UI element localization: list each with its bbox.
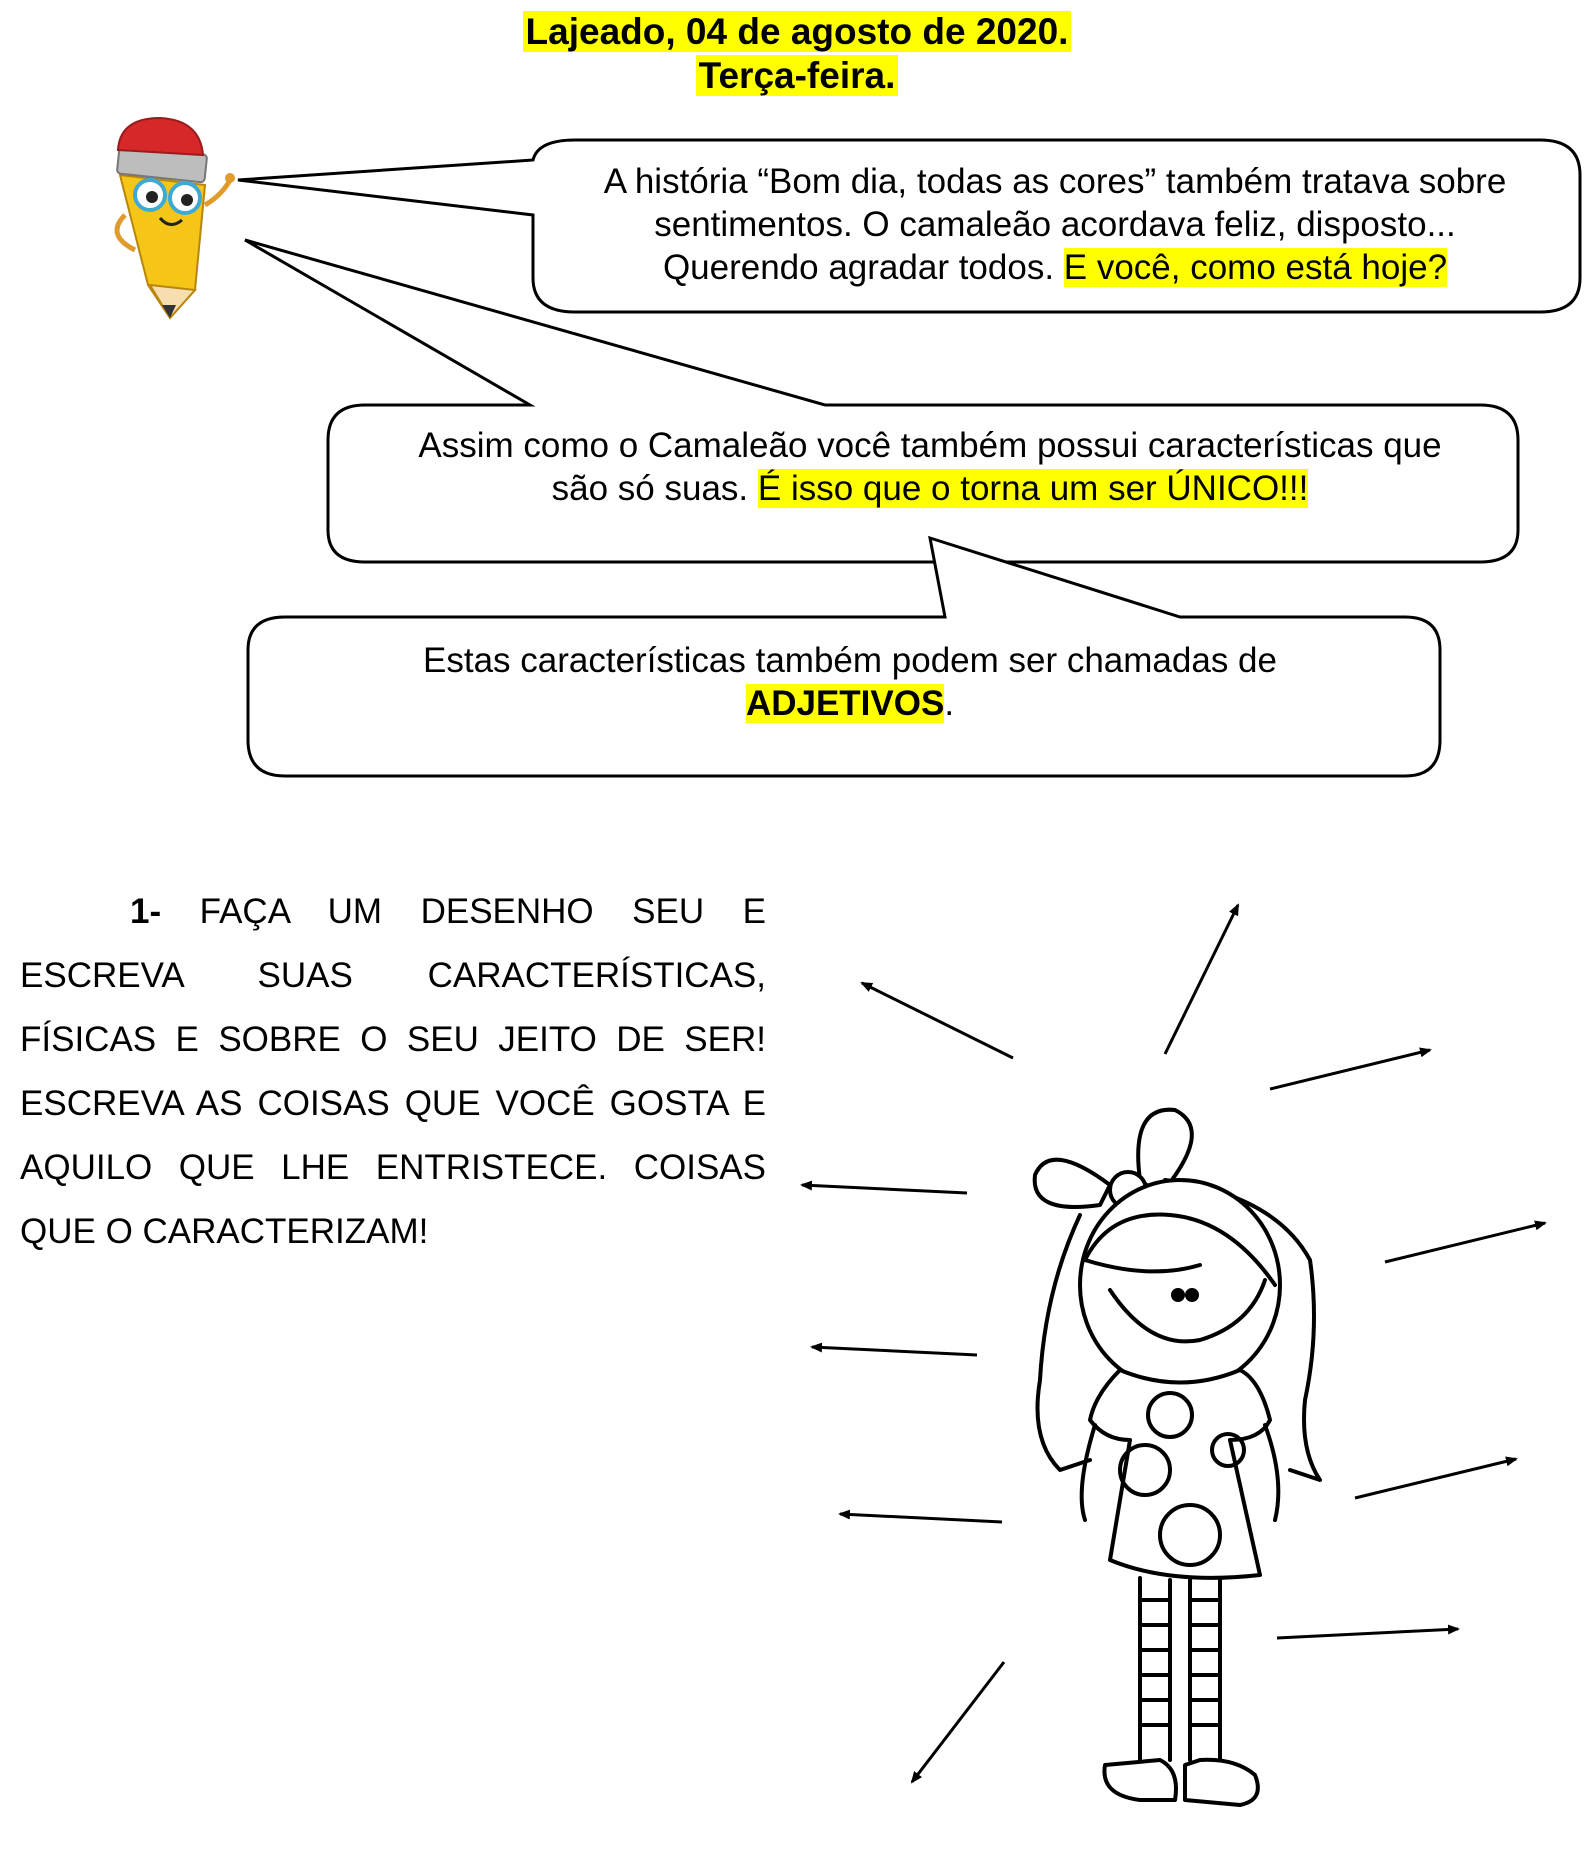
bubble-1-line-3: Querendo agradar todos. bbox=[662, 248, 1064, 287]
arrow-10 bbox=[912, 1662, 1004, 1782]
bubble-2-highlight: É isso que o torna um ser ÚNICO!!! bbox=[757, 469, 1309, 508]
task-text: FAÇA UM DESENHO SEU E ESCREVA SUAS CARACTERÍSTICAS, FÍSICAS E SOBRE O SEU JEITO DE SER! ESCREVA AS COISAS QUE VOCÊ GOSTA E AQUILO QUE LHE ENTRISTECE. COISAS QUE O CARACTERIZAM! bbox=[20, 892, 766, 1251]
bubble-3-line-1: Estas características também podem ser chamadas de bbox=[423, 641, 1277, 680]
bubble-1-line-2: sentimentos. O camaleão acordava feliz, disposto... bbox=[654, 205, 1456, 244]
task-instruction bbox=[20, 880, 766, 1264]
arrow-4 bbox=[802, 1185, 967, 1193]
bubble-2-text bbox=[330, 424, 1530, 510]
task-number: 1- bbox=[130, 892, 162, 931]
arrow-9 bbox=[1277, 1629, 1458, 1638]
bubble-2-line-2: são só suas. bbox=[551, 469, 758, 508]
bubble-3-text bbox=[255, 639, 1445, 725]
bubble-1-line-1: A história “Bom dia, todas as cores” também tratava sobre bbox=[603, 162, 1507, 201]
girl-drawing-icon bbox=[1035, 1110, 1320, 1805]
pencil-mascot-icon bbox=[117, 118, 235, 318]
date-line: Lajeado, 04 de agosto de 2020. bbox=[523, 11, 1072, 52]
arrow-7 bbox=[1355, 1459, 1516, 1498]
weekday-line: Terça-feira. bbox=[696, 55, 899, 96]
bubble-1-text bbox=[540, 160, 1570, 289]
arrow-2 bbox=[1165, 905, 1238, 1054]
bubble-3-period: . bbox=[944, 684, 955, 723]
bubble-2-line-1: Assim como o Camaleão você também possui características que bbox=[418, 426, 1442, 465]
bubble-3-keyword: ADJETIVOS bbox=[745, 684, 945, 723]
arrow-6 bbox=[812, 1347, 977, 1355]
arrow-1 bbox=[862, 983, 1013, 1058]
arrow-8 bbox=[840, 1514, 1002, 1522]
bubble-1-highlight: E você, como está hoje? bbox=[1063, 248, 1448, 287]
arrow-3 bbox=[1270, 1050, 1430, 1089]
arrow-5 bbox=[1385, 1223, 1545, 1262]
